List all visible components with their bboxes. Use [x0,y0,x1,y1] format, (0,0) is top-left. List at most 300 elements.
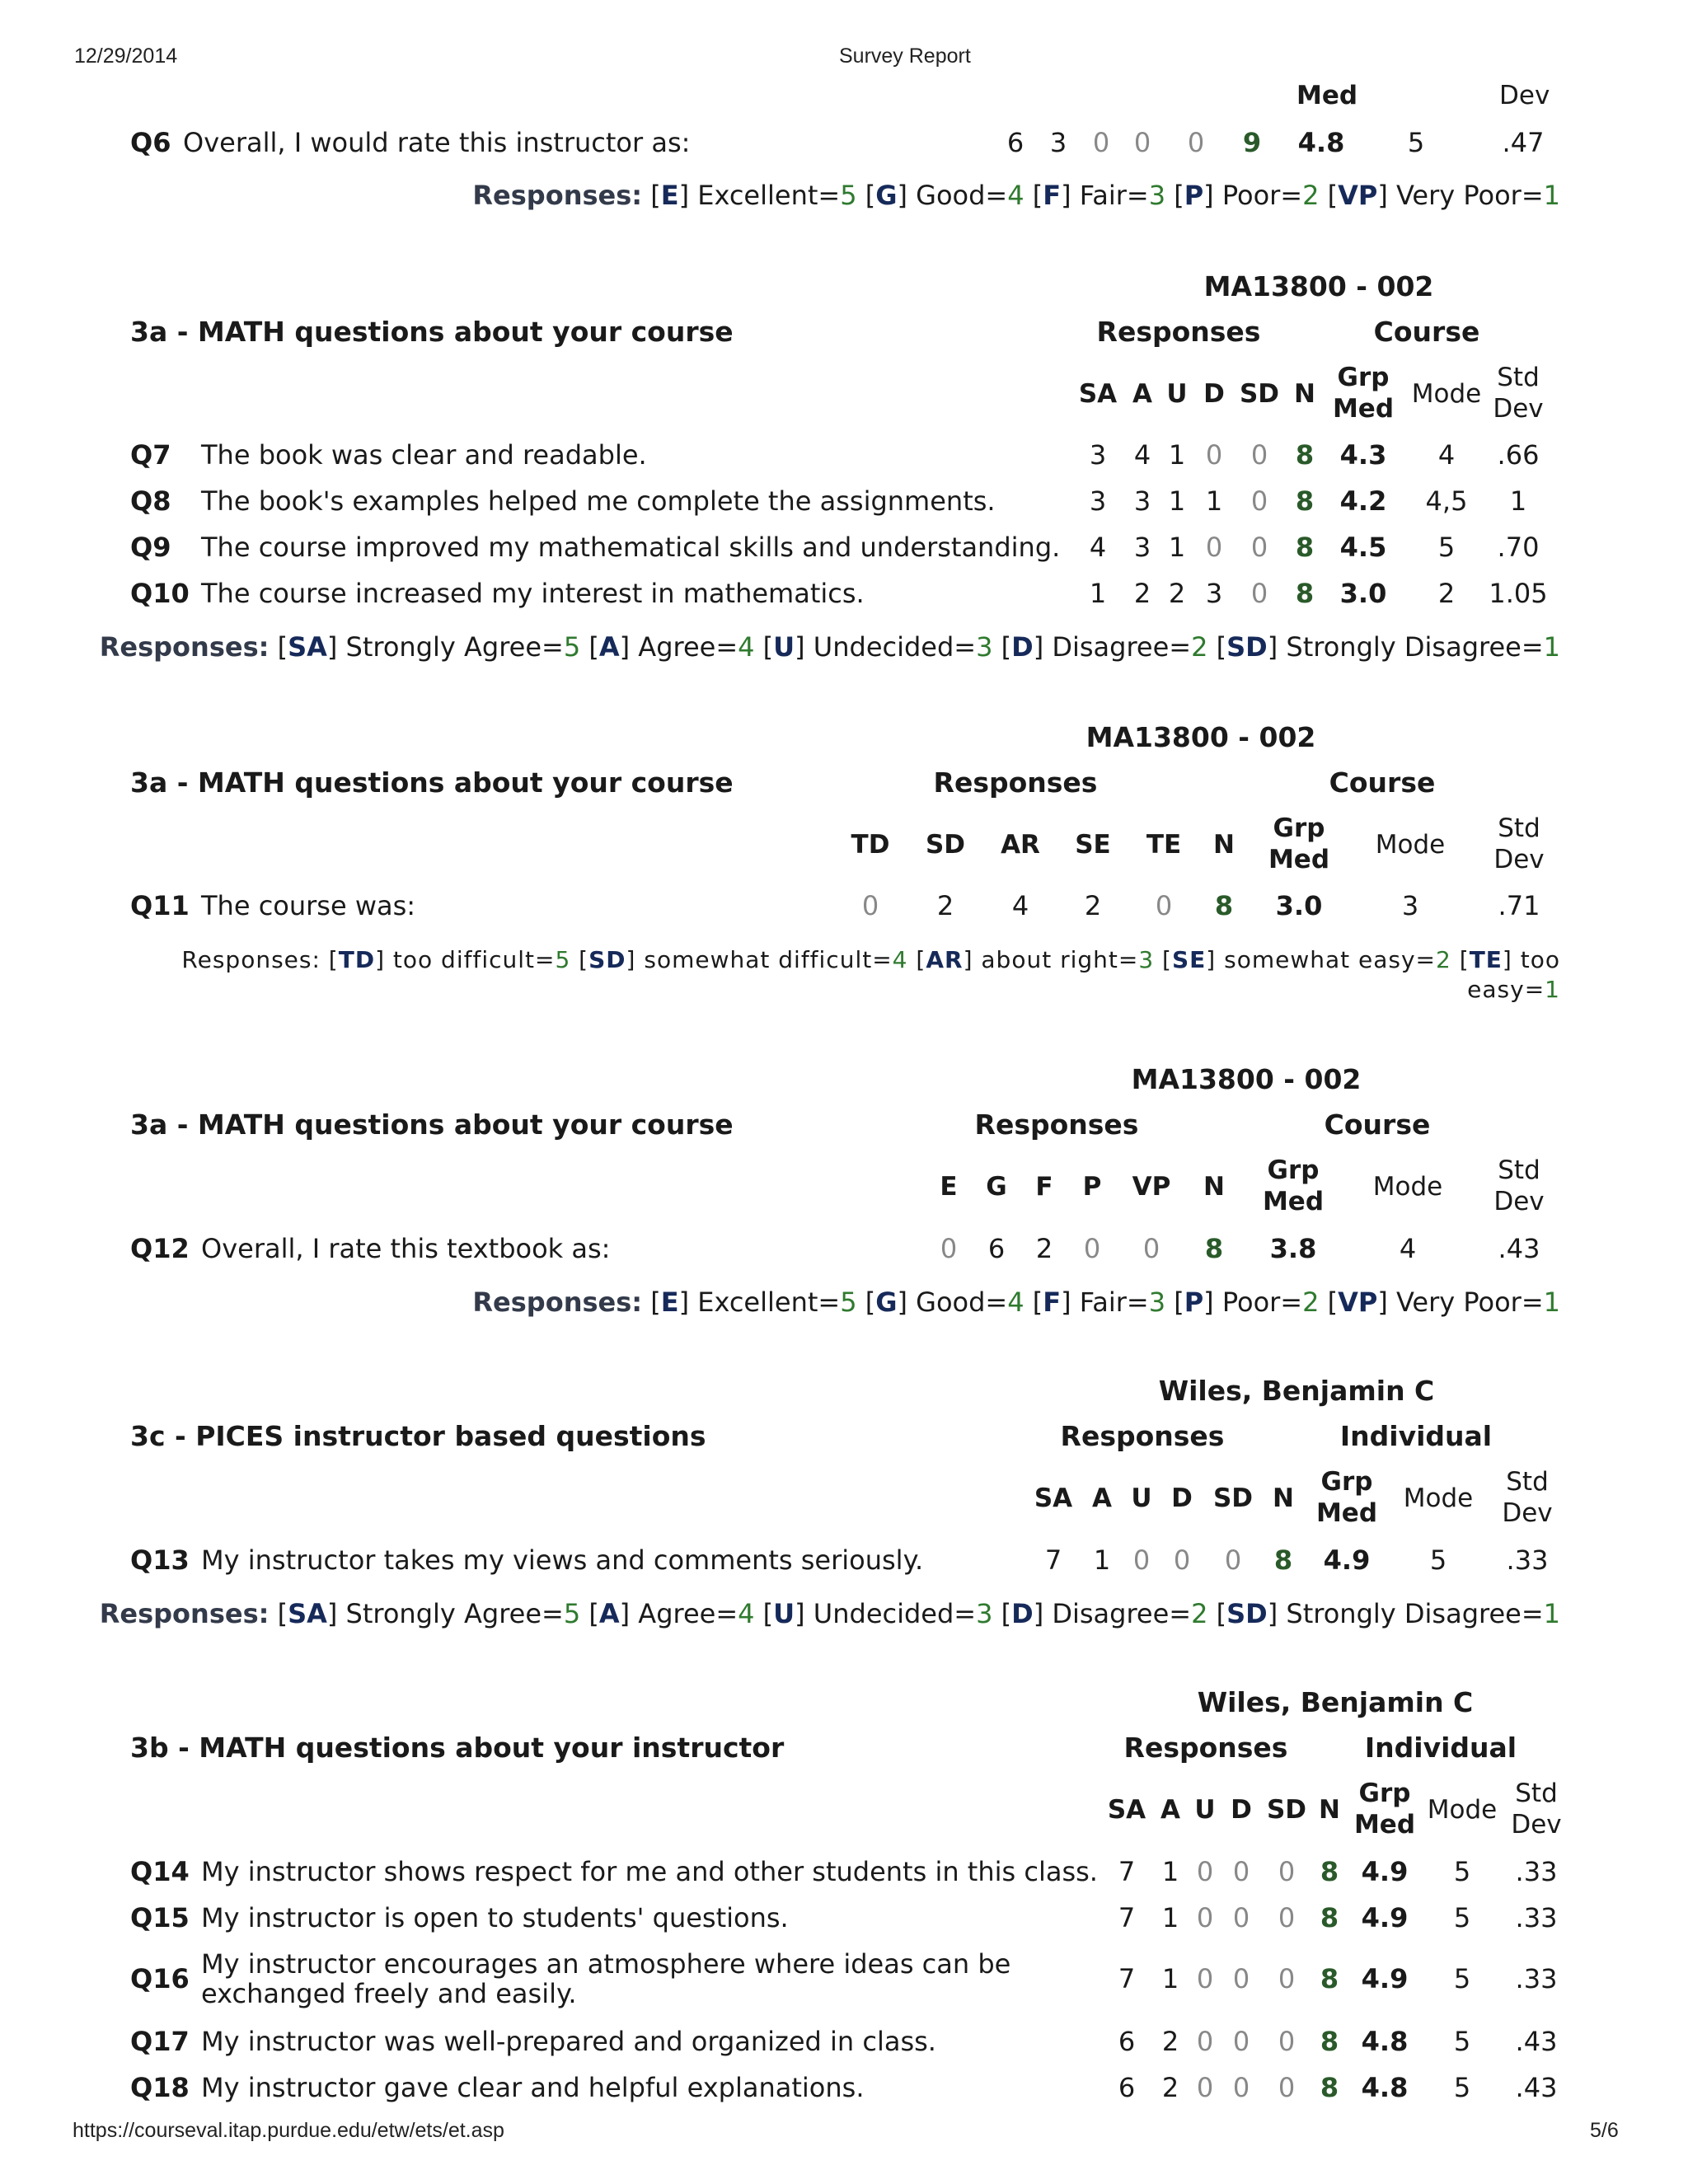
question-text: My instructor takes my views and comments seriously. [201,1544,924,1576]
legend-value: 1 [1543,1598,1560,1629]
cell-value: 1 [1161,1963,1179,1994]
question-text: The course improved my mathematical skills and understanding. [201,532,1061,563]
cell-value: 0 [1232,1963,1250,1994]
cell-value: 6 [1118,2072,1136,2103]
legend-text: Undecided= [813,631,977,663]
col-header-sa: SA [1034,1483,1073,1513]
col-header-sd: SD [1212,1483,1254,1513]
cell-value: 3 [1133,485,1151,517]
legend-value: 1 [1545,976,1560,1003]
legend-text: Good= [916,1286,1008,1318]
col-header-e: E [940,1172,958,1202]
question-text: The course was: [201,890,416,921]
question-text: The book was clear and readable. [201,439,647,471]
legend-code: P [1184,180,1204,211]
cell-value: 4.9 [1361,1963,1409,1994]
legend-value: 2 [1436,946,1451,973]
cell-value: 2 [1133,578,1151,609]
cell-value: 4.8 [1361,2072,1409,2103]
legend-text: Fair= [1079,180,1149,211]
legend-code: D [1011,1598,1034,1629]
cell-value: 6 [987,1233,1006,1264]
cell-value: .47 [1502,127,1545,158]
question-text-cont: exchanged freely and easily. [201,1978,577,2009]
cell-value: 1 [1509,485,1527,517]
question-number: Q16 [130,1963,190,1994]
cell-value: 0 [1278,2026,1296,2057]
cell-value: 8 [1295,439,1315,471]
cell-value: 1 [1093,1544,1111,1576]
page-number: 5/6 [1590,2119,1619,2142]
cell-value: 0 [1173,1544,1191,1576]
responses-header: Responses [1123,1732,1288,1764]
cell-value: 5 [1429,1544,1447,1576]
legend-text: Undecided= [813,1598,977,1629]
col-header-f: F [1035,1172,1053,1202]
col-header-med: Med [1332,394,1395,424]
legend-value: 2 [1191,631,1208,663]
cell-value: 0 [1092,127,1110,158]
col-header-n: N [1294,379,1315,409]
course-header: Course [1324,1108,1431,1141]
col-header-mode: Mode [1427,1795,1498,1825]
legend-value: 4 [738,1598,755,1629]
col-header-med: Med [1296,81,1358,110]
legend-label: Responses: [99,1598,270,1629]
cell-value: 6 [1118,2026,1136,2057]
question-number: Q6 [130,127,171,158]
col-header-sd: SD [925,830,966,860]
cell-value: 1 [1205,485,1223,517]
cell-value: 2 [1035,1233,1053,1264]
cell-value: 4 [1089,532,1107,563]
cell-value: 2 [936,890,954,921]
legend-code: A [598,1598,620,1629]
question-number: Q8 [130,485,171,517]
cell-value: .43 [1515,2072,1558,2103]
col-header-n: N [1319,1795,1340,1825]
responses-header: Responses [974,1108,1139,1141]
col-header-grp: Grp [1267,1155,1320,1185]
cell-value: .70 [1497,532,1540,563]
col-header-med: Med [1268,845,1330,874]
legend-code: F [1043,1286,1062,1318]
cell-value: 3.0 [1275,890,1323,921]
cell-value: 5 [1453,1902,1471,1933]
cell-value: 3 [1133,532,1151,563]
legend-code: SD [1226,631,1268,663]
question-number: Q17 [130,2026,190,2057]
col-header-a: A [1092,1483,1112,1513]
cell-value: 5 [1453,1856,1471,1887]
cell-value: 0 [1133,127,1151,158]
legend-value: 2 [1191,1598,1208,1629]
legend-code: D [1011,631,1034,663]
legend-value: 5 [563,1598,581,1629]
cell-value: 8 [1320,2072,1339,2103]
legend-value: 3 [1148,1286,1166,1318]
cell-value: 0 [1278,1856,1296,1887]
legend-text: about right= [981,946,1139,973]
cell-value: .33 [1515,1856,1558,1887]
legend-text: Very Poor= [1396,1286,1544,1318]
responses-legend: Responses: [SA] Strongly Agree=5 [A] Agree=4 [U] Undecided=3 [D] Disagree=2 [SD] Strongly Disagree=1 [99,631,1560,663]
cell-value: 1 [1168,439,1186,471]
col-header-dev: Dev [1493,845,1545,874]
legend-value: 2 [1302,1286,1320,1318]
col-header-sd: SD [1239,379,1280,409]
question-number: Q9 [130,532,171,563]
group-name: Wiles, Benjamin C [1158,1375,1435,1407]
col-header-dev: Dev [1499,81,1550,110]
col-header-g: G [986,1172,1007,1202]
legend-text: Fair= [1079,1286,1149,1318]
legend-code: SA [288,631,327,663]
legend-code: P [1184,1286,1204,1318]
cell-value: 5 [1407,127,1425,158]
cell-value: 4.5 [1339,532,1387,563]
page-title: Survey Report [839,45,971,68]
col-header-med: Med [1315,1498,1378,1528]
cell-value: 3 [1205,578,1223,609]
cell-value: 7 [1118,1902,1136,1933]
cell-value: .71 [1498,890,1540,921]
cell-value: 4 [1437,439,1456,471]
question-number: Q18 [130,2072,190,2103]
col-header-p: P [1082,1172,1102,1202]
cell-value: 4.3 [1339,439,1387,471]
responses-legend: Responses: [TD] too difficult=5 [SD] somewhat difficult=4 [AR] about right=3 [SE] somewhat easy=2 [TE] too [181,946,1560,973]
group-name: MA13800 - 002 [1131,1063,1362,1095]
col-header-d: D [1203,379,1225,409]
cell-value: 0 [1278,1963,1296,1994]
legend-text: Agree= [638,1598,738,1629]
cell-value: .43 [1498,1233,1540,1264]
col-header-te: TE [1146,830,1182,860]
question-number: Q7 [130,439,171,471]
legend-text: Strongly Disagree= [1286,1598,1544,1629]
cell-value: 8 [1214,890,1234,921]
question-number: Q12 [130,1233,190,1264]
legend-value: 5 [563,631,581,663]
legend-text: Strongly Agree= [345,1598,564,1629]
cell-value: .66 [1497,439,1540,471]
col-header-n: N [1273,1483,1294,1513]
responses-legend: Responses: [SA] Strongly Agree=5 [A] Agree=4 [U] Undecided=3 [D] Disagree=2 [SD] Strongly Disagree=1 [99,1598,1560,1629]
col-header-grp: Grp [1273,813,1325,843]
cell-value: 6 [1006,127,1025,158]
cell-value: 0 [1155,890,1173,921]
col-header-u: U [1131,1483,1152,1513]
cell-value: 0 [1196,2072,1214,2103]
cell-value: .33 [1515,1963,1558,1994]
cell-value: 0 [1250,578,1268,609]
legend-value: 3 [1148,180,1166,211]
cell-value: 0 [1187,127,1205,158]
legend-label: Responses: [99,631,270,663]
legend-code: VP [1338,1286,1378,1318]
cell-value: 0 [861,890,879,921]
col-header-a: A [1160,1795,1180,1825]
page-url: https://courseval.itap.purdue.edu/etw/ets/et.asp [73,2119,504,2142]
col-header-dev: Dev [1502,1498,1553,1528]
col-header-med: Med [1262,1187,1325,1216]
col-header-ar: AR [1001,830,1040,860]
cell-value: 4.8 [1297,127,1345,158]
legend-text: too [1520,946,1560,973]
cell-value: 2 [1437,578,1456,609]
legend-code: F [1043,180,1062,211]
col-header-std: Std [1506,1467,1549,1497]
question-number: Q14 [130,1856,190,1887]
cell-value: 8 [1320,1963,1339,1994]
cell-value: 8 [1273,1544,1293,1576]
legend-text: Poor= [1221,180,1303,211]
question-text: The course increased my interest in mathematics. [201,578,865,609]
legend-value: 1 [1543,180,1560,211]
question-number: Q13 [130,1544,190,1576]
question-number: Q15 [130,1902,190,1933]
col-header-d: D [1231,1795,1252,1825]
cell-value: 0 [1278,1902,1296,1933]
legend-text: somewhat easy= [1224,946,1437,973]
cell-value: 5 [1453,2026,1471,2057]
legend-value: 5 [840,180,857,211]
cell-value: 8 [1204,1233,1224,1264]
cell-value: 1 [1168,532,1186,563]
responses-header: Responses [1096,316,1261,348]
col-header-mode: Mode [1411,379,1482,409]
col-header-d: D [1171,1483,1193,1513]
legend-code: AR [926,946,964,973]
cell-value: 0 [1232,2026,1250,2057]
legend-code: E [660,1286,679,1318]
col-header-dev: Dev [1511,1810,1562,1840]
col-header-std: Std [1498,813,1540,843]
question-text: The book's examples helped me complete the assignments. [201,485,996,517]
legend-text: Excellent= [697,1286,841,1318]
cell-value: 1 [1161,1902,1179,1933]
col-header-dev: Dev [1493,1187,1545,1216]
legend-text: Strongly Agree= [345,631,564,663]
question-text: My instructor was well-prepared and organized in class. [201,2026,936,2057]
cell-value: 3.0 [1339,578,1387,609]
cell-value: 3 [1089,439,1107,471]
col-header-grp: Grp [1337,363,1390,392]
cell-value: 0 [1205,532,1223,563]
legend-code: G [875,180,898,211]
col-header-se: SE [1075,830,1111,860]
cell-value: 4 [1011,890,1029,921]
cell-value: 9 [1242,127,1262,158]
cell-value: 5 [1437,532,1456,563]
cell-value: 0 [1196,1963,1214,1994]
cell-value: 0 [1224,1544,1242,1576]
legend-value: 5 [555,946,571,973]
cell-value: 2 [1168,578,1186,609]
question-text: Overall, I rate this textbook as: [201,1233,611,1264]
legend-text: Excellent= [697,180,841,211]
cell-value: 0 [1196,1856,1214,1887]
legend-code: G [875,1286,898,1318]
col-header-mode: Mode [1372,1172,1443,1202]
cell-value: 0 [940,1233,958,1264]
section-title: 3a - MATH questions about your course [130,1108,734,1141]
legend-code: SE [1171,946,1207,973]
cell-value: 4.9 [1361,1856,1409,1887]
cell-value: 0 [1250,439,1268,471]
section-title: 3a - MATH questions about your course [130,316,734,348]
cell-value: 0 [1250,485,1268,517]
col-header-n: N [1203,1172,1225,1202]
cell-value: .33 [1506,1544,1549,1576]
cell-value: 0 [1142,1233,1160,1264]
cell-value: 0 [1196,2026,1214,2057]
col-header-n: N [1213,830,1235,860]
course-header: Individual [1339,1420,1493,1452]
col-header-u: U [1194,1795,1216,1825]
responses-legend: Responses: [E] Excellent=5 [G] Good=4 [F] Fair=3 [P] Poor=2 [VP] Very Poor=1 [472,1286,1560,1318]
cell-value: 0 [1250,532,1268,563]
legend-text: Strongly Disagree= [1286,631,1544,663]
section-title: 3c - PICES instructor based questions [130,1420,706,1452]
cell-value: 8 [1295,578,1315,609]
legend-value: 5 [840,1286,857,1318]
legend-value: 4 [1007,180,1025,211]
cell-value: 3 [1089,485,1107,517]
legend-text: Good= [916,180,1008,211]
legend-value: 3 [976,631,993,663]
question-text: My instructor encourages an atmosphere where ideas can be [201,1948,1011,1980]
legend-text: Very Poor= [1396,180,1544,211]
legend-code: SD [588,946,626,973]
legend-value: 4 [738,631,755,663]
course-header: Course [1373,316,1480,348]
group-name: MA13800 - 002 [1085,721,1316,753]
section-title: 3b - MATH questions about your instructor [130,1732,785,1764]
legend-value: 3 [1138,946,1155,973]
cell-value: 8 [1320,1856,1339,1887]
cell-value: 3 [1049,127,1067,158]
group-name: MA13800 - 002 [1203,270,1434,302]
legend-value: 4 [1007,1286,1025,1318]
course-header: Individual [1364,1732,1517,1764]
cell-value: 8 [1295,485,1315,517]
legend-text: Disagree= [1052,1598,1192,1629]
cell-value: 5 [1453,1963,1471,1994]
question-number: Q11 [130,890,190,921]
responses-legend-cont [1467,976,1560,1003]
legend-label: Responses: [181,946,321,973]
cell-value: 4.2 [1339,485,1387,517]
legend-code: SD [1226,1598,1268,1629]
col-header-a: A [1132,379,1152,409]
cell-value: 5 [1453,2072,1471,2103]
cell-value: 3.8 [1269,1233,1317,1264]
section-title: 3a - MATH questions about your course [130,766,734,799]
col-header-td: TD [851,830,890,860]
legend-code: TD [338,946,376,973]
responses-header: Responses [933,766,1098,799]
cell-value: 2 [1161,2026,1179,2057]
group-name: Wiles, Benjamin C [1197,1686,1474,1718]
col-header-dev: Dev [1493,394,1544,424]
cell-value: 7 [1044,1544,1062,1576]
legend-value: 4 [892,946,908,973]
legend-label: Responses: [472,1286,643,1318]
col-header-sa: SA [1107,1795,1146,1825]
cell-value: 3 [1401,890,1419,921]
legend-text: Agree= [638,631,738,663]
responses-legend: Responses: [E] Excellent=5 [G] Good=4 [F] Fair=3 [P] Poor=2 [VP] Very Poor=1 [472,180,1560,211]
cell-value: 0 [1232,1902,1250,1933]
col-header-med: Med [1353,1810,1416,1840]
col-header-sa: SA [1078,379,1118,409]
col-header-std: Std [1498,1155,1540,1185]
cell-value: 1 [1089,578,1107,609]
cell-value: .33 [1515,1902,1558,1933]
col-header-vp: VP [1132,1172,1171,1202]
legend-code: E [660,180,679,211]
legend-text: too difficult= [392,946,556,973]
cell-value: 4,5 [1425,485,1468,517]
cell-value: 7 [1118,1963,1136,1994]
col-header-std: Std [1515,1779,1558,1808]
cell-value: 8 [1295,532,1315,563]
cell-value: 4.9 [1323,1544,1371,1576]
cell-value: 4 [1399,1233,1417,1264]
question-text: Overall, I would rate this instructor as: [183,127,691,158]
question-text: My instructor shows respect for me and other students in this class. [201,1856,1098,1887]
cell-value: 1 [1161,1856,1179,1887]
legend-value: 1 [1543,631,1560,663]
legend-text: Poor= [1221,1286,1303,1318]
legend-code: TE [1469,946,1503,973]
legend-code: U [773,1598,795,1629]
cell-value: 8 [1320,1902,1339,1933]
cell-value: 0 [1232,2072,1250,2103]
course-header: Course [1329,766,1436,799]
legend-value: 2 [1302,180,1320,211]
responses-header: Responses [1060,1420,1225,1452]
legend-text: somewhat difficult= [644,946,893,973]
print-date: 12/29/2014 [74,45,178,68]
cell-value: 0 [1083,1233,1101,1264]
cell-value: .43 [1515,2026,1558,2057]
cell-value: 2 [1084,890,1102,921]
cell-value: 4 [1133,439,1151,471]
question-text: My instructor is open to students' questions. [201,1902,789,1933]
cell-value: 8 [1320,2026,1339,2057]
col-header-sd: SD [1266,1795,1307,1825]
col-header-u: U [1166,379,1188,409]
cell-value: 0 [1278,2072,1296,2103]
col-header-grp: Grp [1320,1467,1373,1497]
legend-code: U [773,631,795,663]
legend-value: 1 [1543,1286,1560,1318]
cell-value: 1 [1168,485,1186,517]
cell-value: 1.05 [1489,578,1548,609]
cell-value: 2 [1161,2072,1179,2103]
col-header-std: Std [1497,363,1540,392]
cell-value: 0 [1132,1544,1151,1576]
col-header-mode: Mode [1375,830,1446,860]
cell-value: 0 [1232,1856,1250,1887]
question-text: My instructor gave clear and helpful explanations. [201,2072,865,2103]
cell-value: 0 [1205,439,1223,471]
legend-value: 3 [976,1598,993,1629]
legend-text: easy= [1467,976,1545,1003]
